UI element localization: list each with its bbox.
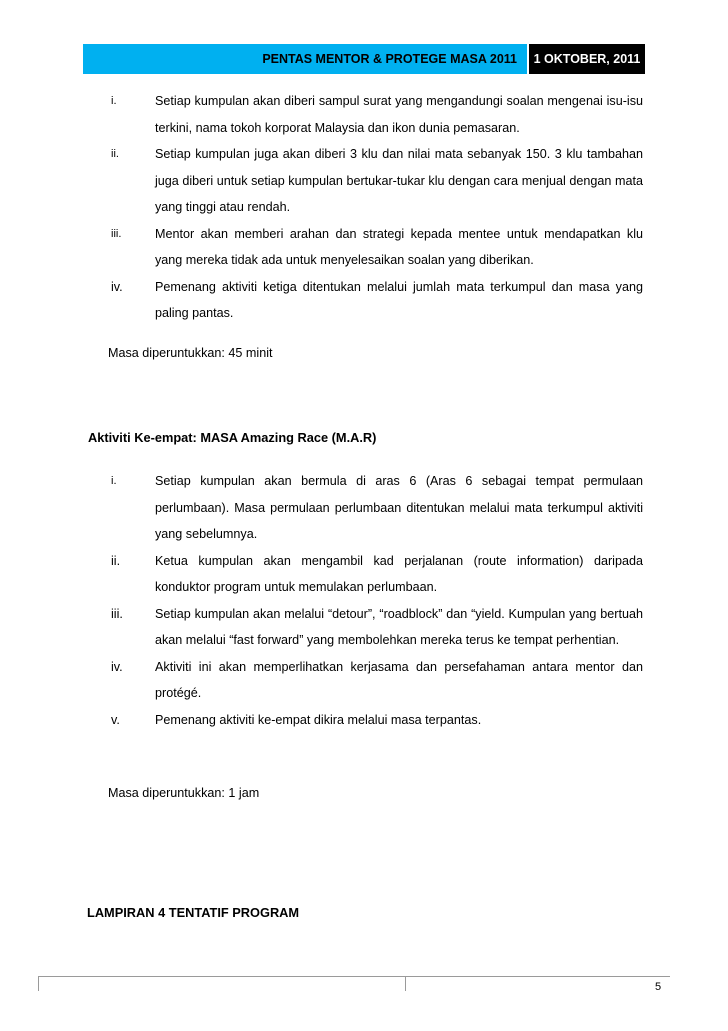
- item-number: iii.: [111, 606, 123, 621]
- list-item: [83, 88, 643, 141]
- activity-four-list: [83, 468, 643, 733]
- list-item: [83, 548, 643, 601]
- list-item: [83, 468, 643, 548]
- header-title: PENTAS MENTOR & PROTEGE MASA 2011: [83, 44, 527, 74]
- activity-three-duration: Masa diperuntukkan: 45 minit: [108, 346, 273, 360]
- item-text: Pemenang aktiviti ketiga ditentukan melalui jumlah mata terkumpul dan masa yang paling pantas.: [155, 279, 643, 320]
- item-number: i.: [111, 95, 117, 107]
- appendix-heading: LAMPIRAN 4 TENTATIF PROGRAM: [87, 905, 300, 920]
- page-number: 5: [655, 981, 662, 993]
- activity-four-heading: Aktiviti Ke-empat: MASA Amazing Race (M.A.R): [88, 430, 377, 445]
- item-text: Setiap kumpulan juga akan diberi 3 klu dan nilai mata sebanyak 150. 3 klu tambahan juga diberi untuk setiap kumpulan bertukar-tukar klu dengan cara menjual dengan mata yang tinggi atau rendah.: [155, 147, 643, 214]
- list-item: [83, 654, 643, 707]
- list-item: [83, 601, 643, 654]
- item-text: Setiap kumpulan akan melalui “detour”, “roadblock” dan “yield. Kumpulan yang bertuah akan melalui “fast forward” yang membolehkan mereka terus ke tempat perhentian.: [155, 606, 643, 647]
- list-item: [83, 221, 643, 274]
- item-number: iv.: [111, 659, 123, 674]
- item-text: Ketua kumpulan akan mengambil kad perjalanan (route information) daripada konduktor program untuk memulakan perlumbaan.: [155, 553, 643, 594]
- list-item: [83, 707, 643, 734]
- item-number: v.: [111, 712, 120, 727]
- item-text: Mentor akan memberi arahan dan strategi kepada mentee untuk mendapatkan klu yang mereka tidak ada untuk menyelesaikan soalan yang diberikan.: [155, 226, 643, 267]
- item-number: ii.: [111, 148, 119, 160]
- list-item: [83, 141, 643, 221]
- activity-three-list: [83, 88, 643, 327]
- list-item: [83, 274, 643, 327]
- item-text: Aktiviti ini akan memperlihatkan kerjasama dan persefahaman antara mentor dan protégé.: [155, 659, 643, 700]
- page-header: [83, 44, 645, 74]
- item-text: Setiap kumpulan akan diberi sampul surat yang mengandungi soalan mengenai isu-isu terkini, nama tokoh korporat Malaysia dan ikon dunia pemasaran.: [155, 94, 643, 135]
- item-number: ii.: [111, 553, 121, 568]
- activity-four-duration: Masa diperuntukkan: 1 jam: [108, 786, 260, 800]
- footer-divider: [404, 976, 670, 977]
- item-text: Setiap kumpulan akan bermula di aras 6 (Aras 6 sebagai tempat permulaan perlumbaan). Masa permulaan perlumbaan ditentukan melalui mata terkumpul aktiviti yang sebelumnya.: [155, 474, 643, 541]
- item-number: iii.: [111, 227, 122, 240]
- item-text: Pemenang aktiviti ke-empat dikira melalui masa terpantas.: [155, 712, 482, 727]
- footer-box: [38, 976, 406, 991]
- item-number: iv.: [111, 279, 123, 294]
- item-number: i.: [111, 475, 117, 487]
- header-date: 1 OKTOBER, 2011: [527, 44, 645, 74]
